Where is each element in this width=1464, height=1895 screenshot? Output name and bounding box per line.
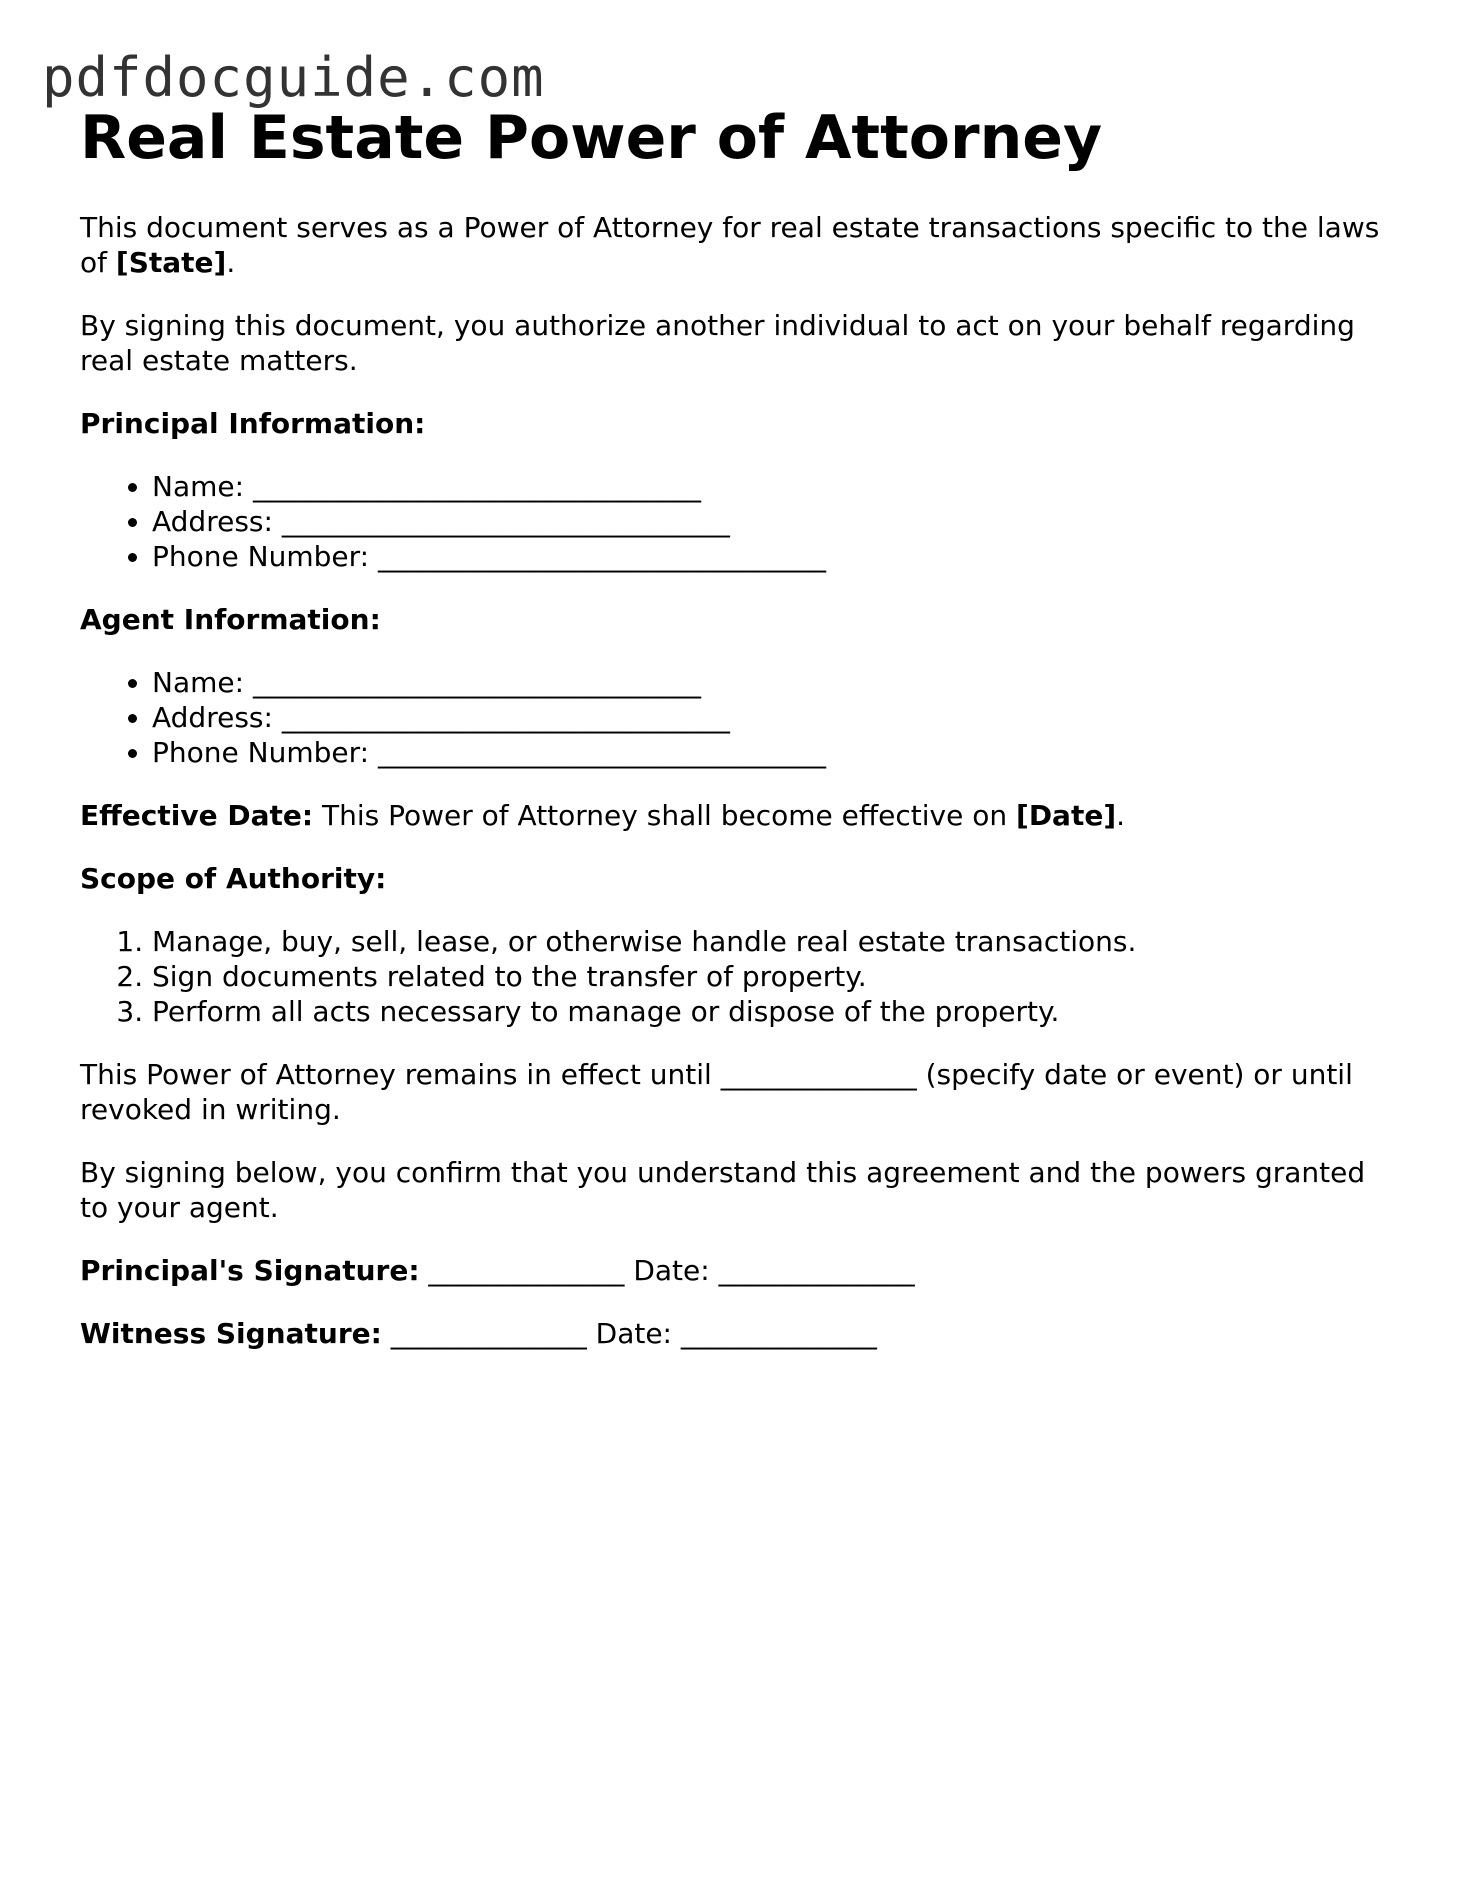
agent-heading: Agent Information: <box>80 603 381 636</box>
date-placeholder: [Date] <box>1016 799 1117 832</box>
principal-address-field: • Address: ________________________________ <box>152 504 1400 539</box>
intro-paragraph <box>80 210 1400 280</box>
agent-address-field: • Address: ________________________________ <box>152 700 1400 735</box>
effective-date-label: Effective Date: <box>80 799 314 832</box>
principal-phone-field: • Phone Number: ________________________________ <box>152 539 1400 574</box>
effective-date-end: . <box>1116 799 1126 832</box>
principal-signature-line <box>80 1253 1400 1288</box>
duration-paragraph: This Power of Attorney remains in effect until ______________ (specify date or event) or until revoked in writing. <box>80 1058 1353 1126</box>
authorization-paragraph: By signing this document, you authorize another individual to act on your behalf regarding real estate matters. <box>80 309 1355 377</box>
document-title: Real Estate Power of Attorney <box>80 103 1103 173</box>
confirmation-paragraph: By signing below, you confirm that you understand this agreement and the powers granted to your agent. <box>80 1156 1366 1224</box>
witness-signature-line <box>80 1316 1400 1351</box>
intro-end: . <box>226 246 236 279</box>
agent-name-field: • Name: ________________________________ <box>152 665 1400 700</box>
scope-item: 1. Manage, buy, sell, lease, or otherwise handle real estate transactions. <box>152 924 1400 959</box>
scope-heading: Scope of Authority: <box>80 862 387 895</box>
principal-heading: Principal Information: <box>80 407 426 440</box>
principal-name-field: • Name: ________________________________ <box>152 469 1400 504</box>
effective-date-text: This Power of Attorney shall become effective on <box>313 799 1017 832</box>
effective-date-paragraph <box>80 798 1400 833</box>
principal-signature-blanks: ______________ Date: ______________ <box>419 1254 915 1287</box>
state-placeholder: [State] <box>115 246 227 279</box>
scope-item: 3. Perform all acts necessary to manage or dispose of the property. <box>152 994 1400 1029</box>
principal-signature-label: Principal's Signature: <box>80 1254 420 1287</box>
intro-text: This document serves as a Power of Attorney for real estate transactions specific to the laws of <box>80 211 1380 279</box>
agent-fields-list <box>80 665 1400 770</box>
document-body <box>80 98 1400 1351</box>
agent-phone-field: • Phone Number: ________________________________ <box>152 735 1400 770</box>
principal-fields-list <box>80 469 1400 574</box>
scope-list <box>80 924 1400 1029</box>
scope-item: 2. Sign documents related to the transfer of property. <box>152 959 1400 994</box>
witness-signature-label: Witness Signature: <box>80 1317 382 1350</box>
watermark-logo: pdfdocguide.com <box>42 46 545 109</box>
witness-signature-blanks: ______________ Date: ______________ <box>381 1317 877 1350</box>
